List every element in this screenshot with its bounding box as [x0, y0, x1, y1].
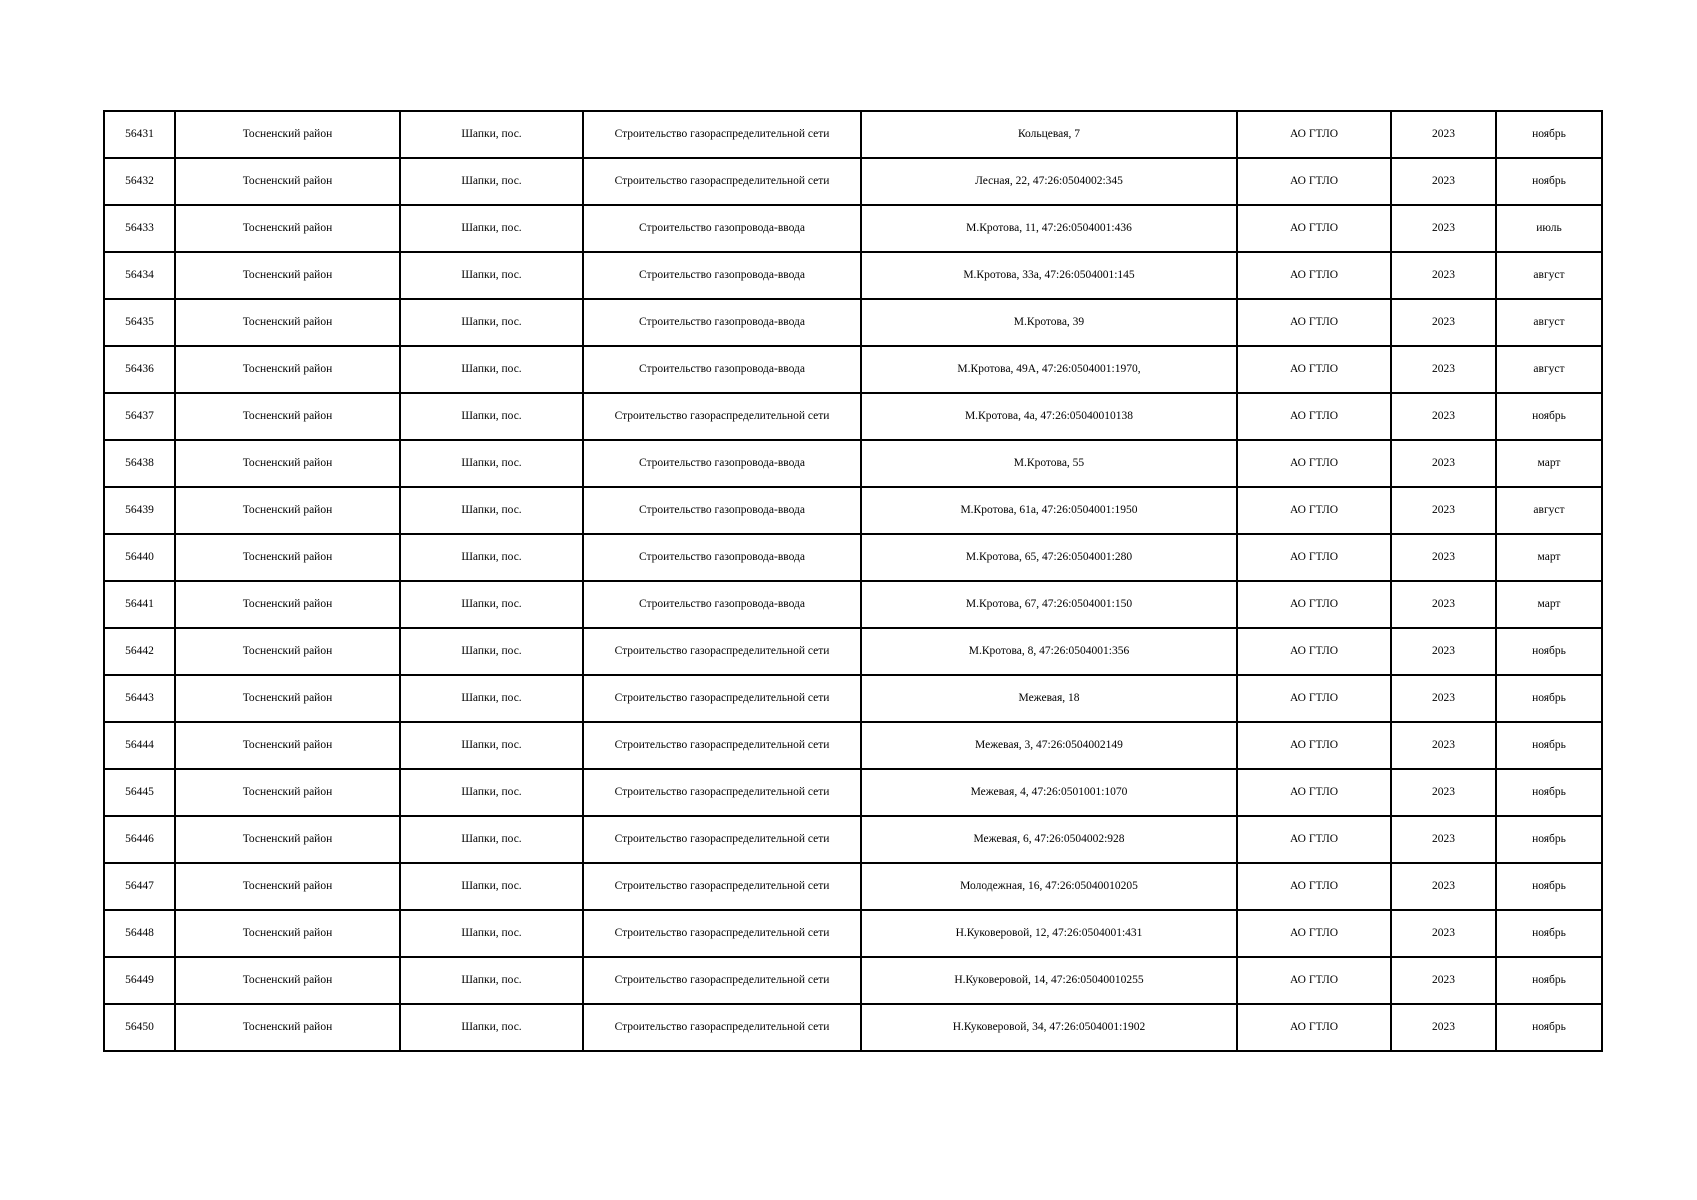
table-row: [104, 440, 1602, 487]
cell-id: 56445: [104, 769, 175, 816]
table-row: [104, 722, 1602, 769]
cell-address: Кольцевая, 7: [861, 111, 1237, 158]
cell-organization: АО ГТЛО: [1237, 205, 1391, 252]
cell-locality: Шапки, пос.: [400, 487, 583, 534]
cell-locality: Шапки, пос.: [400, 440, 583, 487]
cell-address: М.Кротова, 33а, 47:26:0504001:145: [861, 252, 1237, 299]
cell-month: ноябрь: [1496, 111, 1602, 158]
cell-organization: АО ГТЛО: [1237, 299, 1391, 346]
cell-year: 2023: [1391, 1004, 1496, 1051]
cell-address: Молодежная, 16, 47:26:05040010205: [861, 863, 1237, 910]
cell-organization: АО ГТЛО: [1237, 534, 1391, 581]
cell-organization: АО ГТЛО: [1237, 158, 1391, 205]
table-row: [104, 299, 1602, 346]
cell-organization: АО ГТЛО: [1237, 769, 1391, 816]
cell-id: 56442: [104, 628, 175, 675]
cell-locality: Шапки, пос.: [400, 769, 583, 816]
cell-month: ноябрь: [1496, 393, 1602, 440]
cell-district: Тосненский район: [175, 299, 400, 346]
cell-locality: Шапки, пос.: [400, 1004, 583, 1051]
table-row: [104, 628, 1602, 675]
table-row: [104, 863, 1602, 910]
cell-year: 2023: [1391, 111, 1496, 158]
cell-id: 56431: [104, 111, 175, 158]
cell-month: август: [1496, 346, 1602, 393]
cell-organization: АО ГТЛО: [1237, 1004, 1391, 1051]
cell-month: август: [1496, 252, 1602, 299]
table-row: [104, 111, 1602, 158]
cell-organization: АО ГТЛО: [1237, 252, 1391, 299]
cell-work-type: Строительство газопровода-ввода: [583, 346, 861, 393]
cell-organization: АО ГТЛО: [1237, 957, 1391, 1004]
cell-district: Тосненский район: [175, 393, 400, 440]
cell-locality: Шапки, пос.: [400, 393, 583, 440]
cell-locality: Шапки, пос.: [400, 205, 583, 252]
cell-district: Тосненский район: [175, 1004, 400, 1051]
table-row: [104, 581, 1602, 628]
cell-work-type: Строительство газораспределительной сети: [583, 675, 861, 722]
cell-organization: АО ГТЛО: [1237, 675, 1391, 722]
cell-year: 2023: [1391, 957, 1496, 1004]
cell-address: Лесная, 22, 47:26:0504002:345: [861, 158, 1237, 205]
cell-work-type: Строительство газораспределительной сети: [583, 111, 861, 158]
cell-district: Тосненский район: [175, 769, 400, 816]
cell-work-type: Строительство газопровода-ввода: [583, 487, 861, 534]
cell-work-type: Строительство газопровода-ввода: [583, 299, 861, 346]
cell-district: Тосненский район: [175, 816, 400, 863]
cell-id: 56439: [104, 487, 175, 534]
cell-work-type: Строительство газораспределительной сети: [583, 158, 861, 205]
cell-organization: АО ГТЛО: [1237, 816, 1391, 863]
table-row: [104, 769, 1602, 816]
cell-month: ноябрь: [1496, 769, 1602, 816]
cell-address: М.Кротова, 67, 47:26:0504001:150: [861, 581, 1237, 628]
cell-address: М.Кротова, 49А, 47:26:0504001:1970,: [861, 346, 1237, 393]
cell-month: ноябрь: [1496, 816, 1602, 863]
cell-year: 2023: [1391, 769, 1496, 816]
table-row: [104, 957, 1602, 1004]
cell-year: 2023: [1391, 628, 1496, 675]
cell-year: 2023: [1391, 863, 1496, 910]
cell-address: Н.Куковеровой, 12, 47:26:0504001:431: [861, 910, 1237, 957]
cell-district: Тосненский район: [175, 957, 400, 1004]
cell-id: 56443: [104, 675, 175, 722]
cell-address: М.Кротова, 4а, 47:26:05040010138: [861, 393, 1237, 440]
cell-year: 2023: [1391, 299, 1496, 346]
table-row: [104, 1004, 1602, 1051]
cell-year: 2023: [1391, 205, 1496, 252]
table-row: [104, 346, 1602, 393]
cell-address: М.Кротова, 55: [861, 440, 1237, 487]
cell-address: Межевая, 4, 47:26:0501001:1070: [861, 769, 1237, 816]
cell-id: 56433: [104, 205, 175, 252]
cell-organization: АО ГТЛО: [1237, 581, 1391, 628]
cell-work-type: Строительство газораспределительной сети: [583, 816, 861, 863]
cell-month: август: [1496, 487, 1602, 534]
cell-year: 2023: [1391, 440, 1496, 487]
cell-id: 56441: [104, 581, 175, 628]
cell-district: Тосненский район: [175, 910, 400, 957]
cell-year: 2023: [1391, 722, 1496, 769]
cell-organization: АО ГТЛО: [1237, 722, 1391, 769]
table-row: [104, 816, 1602, 863]
cell-district: Тосненский район: [175, 487, 400, 534]
cell-work-type: Строительство газораспределительной сети: [583, 863, 861, 910]
cell-address: Межевая, 6, 47:26:0504002:928: [861, 816, 1237, 863]
cell-id: 56438: [104, 440, 175, 487]
cell-address: Н.Куковеровой, 34, 47:26:0504001:1902: [861, 1004, 1237, 1051]
cell-work-type: Строительство газопровода-ввода: [583, 252, 861, 299]
cell-month: ноябрь: [1496, 675, 1602, 722]
cell-month: ноябрь: [1496, 158, 1602, 205]
cell-id: 56435: [104, 299, 175, 346]
cell-work-type: Строительство газопровода-ввода: [583, 205, 861, 252]
cell-year: 2023: [1391, 581, 1496, 628]
cell-organization: АО ГТЛО: [1237, 628, 1391, 675]
cell-address: М.Кротова, 61а, 47:26:0504001:1950: [861, 487, 1237, 534]
cell-year: 2023: [1391, 675, 1496, 722]
cell-locality: Шапки, пос.: [400, 299, 583, 346]
cell-locality: Шапки, пос.: [400, 534, 583, 581]
cell-locality: Шапки, пос.: [400, 863, 583, 910]
cell-locality: Шапки, пос.: [400, 675, 583, 722]
cell-district: Тосненский район: [175, 534, 400, 581]
cell-month: март: [1496, 581, 1602, 628]
cell-work-type: Строительство газопровода-ввода: [583, 581, 861, 628]
cell-organization: АО ГТЛО: [1237, 487, 1391, 534]
table-row: [104, 534, 1602, 581]
table-body: [104, 111, 1602, 1051]
cell-year: 2023: [1391, 158, 1496, 205]
table-row: [104, 158, 1602, 205]
cell-work-type: Строительство газораспределительной сети: [583, 1004, 861, 1051]
cell-organization: АО ГТЛО: [1237, 346, 1391, 393]
cell-district: Тосненский район: [175, 205, 400, 252]
cell-district: Тосненский район: [175, 581, 400, 628]
cell-locality: Шапки, пос.: [400, 581, 583, 628]
cell-id: 56446: [104, 816, 175, 863]
cell-work-type: Строительство газопровода-ввода: [583, 534, 861, 581]
table-row: [104, 487, 1602, 534]
table-row: [104, 205, 1602, 252]
cell-locality: Шапки, пос.: [400, 816, 583, 863]
cell-year: 2023: [1391, 346, 1496, 393]
cell-month: ноябрь: [1496, 957, 1602, 1004]
cell-id: 56449: [104, 957, 175, 1004]
cell-district: Тосненский район: [175, 628, 400, 675]
cell-month: март: [1496, 440, 1602, 487]
cell-address: Н.Куковеровой, 14, 47:26:05040010255: [861, 957, 1237, 1004]
cell-organization: АО ГТЛО: [1237, 910, 1391, 957]
table-row: [104, 675, 1602, 722]
cell-district: Тосненский район: [175, 346, 400, 393]
cell-district: Тосненский район: [175, 111, 400, 158]
cell-locality: Шапки, пос.: [400, 957, 583, 1004]
cell-month: ноябрь: [1496, 628, 1602, 675]
cell-organization: АО ГТЛО: [1237, 440, 1391, 487]
cell-district: Тосненский район: [175, 158, 400, 205]
cell-district: Тосненский район: [175, 252, 400, 299]
cell-month: ноябрь: [1496, 863, 1602, 910]
cell-organization: АО ГТЛО: [1237, 111, 1391, 158]
cell-year: 2023: [1391, 910, 1496, 957]
cell-year: 2023: [1391, 534, 1496, 581]
cell-address: Межевая, 3, 47:26:0504002149: [861, 722, 1237, 769]
cell-month: ноябрь: [1496, 910, 1602, 957]
cell-work-type: Строительство газораспределительной сети: [583, 393, 861, 440]
cell-month: март: [1496, 534, 1602, 581]
cell-month: ноябрь: [1496, 722, 1602, 769]
cell-id: 56436: [104, 346, 175, 393]
cell-work-type: Строительство газораспределительной сети: [583, 628, 861, 675]
cell-district: Тосненский район: [175, 863, 400, 910]
cell-id: 56432: [104, 158, 175, 205]
cell-year: 2023: [1391, 393, 1496, 440]
cell-month: июль: [1496, 205, 1602, 252]
cell-id: 56440: [104, 534, 175, 581]
cell-month: август: [1496, 299, 1602, 346]
cell-id: 56434: [104, 252, 175, 299]
cell-district: Тосненский район: [175, 722, 400, 769]
table-row: [104, 252, 1602, 299]
cell-address: Межевая, 18: [861, 675, 1237, 722]
cell-organization: АО ГТЛО: [1237, 393, 1391, 440]
cell-work-type: Строительство газораспределительной сети: [583, 769, 861, 816]
cell-id: 56450: [104, 1004, 175, 1051]
cell-locality: Шапки, пос.: [400, 252, 583, 299]
cell-address: М.Кротова, 11, 47:26:0504001:436: [861, 205, 1237, 252]
cell-locality: Шапки, пос.: [400, 111, 583, 158]
cell-address: М.Кротова, 39: [861, 299, 1237, 346]
cell-work-type: Строительство газораспределительной сети: [583, 722, 861, 769]
cell-work-type: Строительство газораспределительной сети: [583, 910, 861, 957]
cell-district: Тосненский район: [175, 675, 400, 722]
table-row: [104, 910, 1602, 957]
cell-locality: Шапки, пос.: [400, 346, 583, 393]
cell-address: М.Кротова, 65, 47:26:0504001:280: [861, 534, 1237, 581]
cell-id: 56447: [104, 863, 175, 910]
cell-district: Тосненский район: [175, 440, 400, 487]
cell-year: 2023: [1391, 816, 1496, 863]
cell-work-type: Строительство газопровода-ввода: [583, 440, 861, 487]
gas-works-table: [103, 110, 1603, 1052]
cell-organization: АО ГТЛО: [1237, 863, 1391, 910]
cell-work-type: Строительство газораспределительной сети: [583, 957, 861, 1004]
cell-year: 2023: [1391, 487, 1496, 534]
table-row: [104, 393, 1602, 440]
cell-locality: Шапки, пос.: [400, 910, 583, 957]
cell-locality: Шапки, пос.: [400, 158, 583, 205]
cell-id: 56448: [104, 910, 175, 957]
cell-address: М.Кротова, 8, 47:26:0504001:356: [861, 628, 1237, 675]
cell-id: 56444: [104, 722, 175, 769]
cell-id: 56437: [104, 393, 175, 440]
cell-locality: Шапки, пос.: [400, 628, 583, 675]
cell-year: 2023: [1391, 252, 1496, 299]
cell-locality: Шапки, пос.: [400, 722, 583, 769]
cell-month: ноябрь: [1496, 1004, 1602, 1051]
